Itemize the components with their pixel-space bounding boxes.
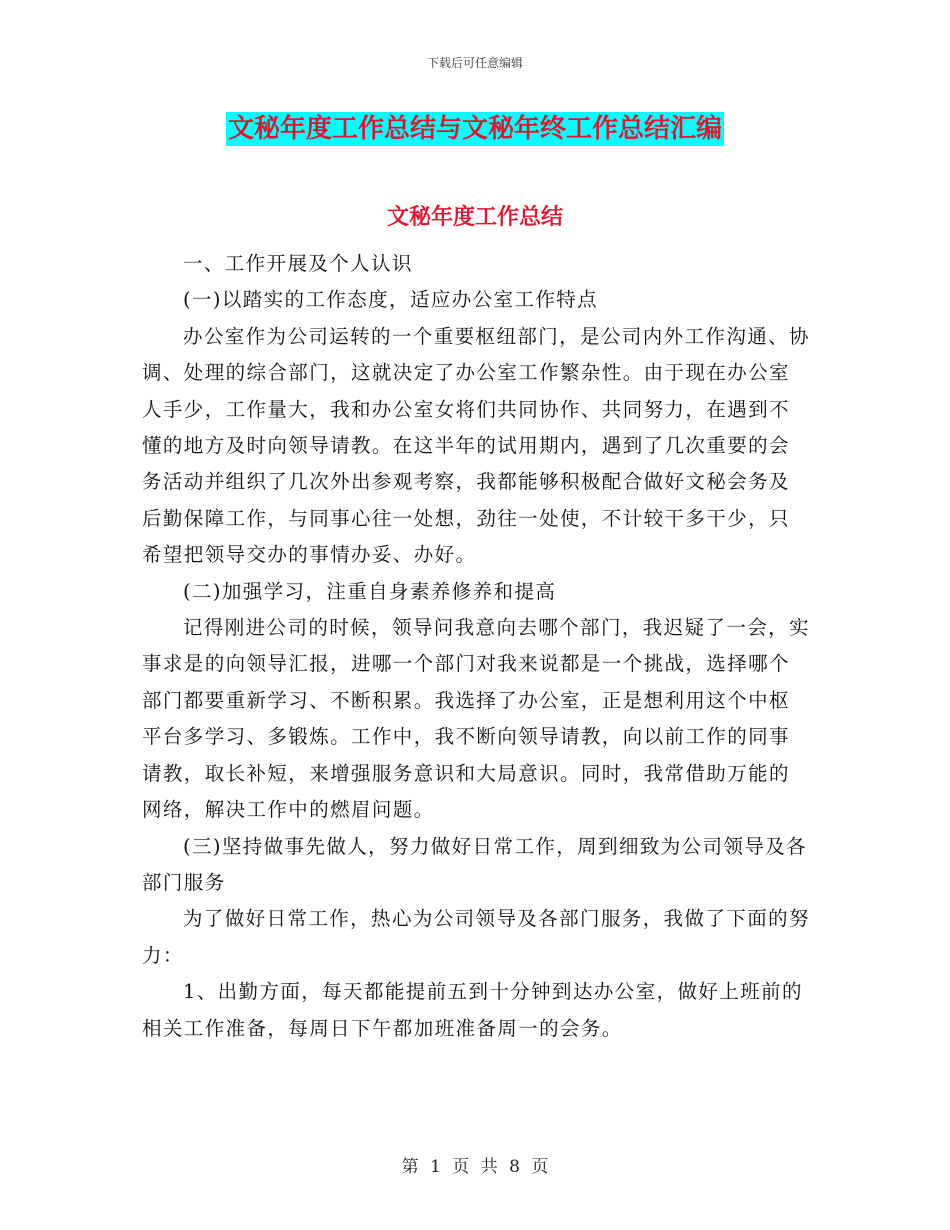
paragraph: 为了做好日常工作，热心为公司领导及各部门服务，我做了下面的努力： [142, 907, 810, 967]
heading-work-and-awareness: 一、工作开展及个人认识 [182, 252, 413, 275]
page-number-footer: 第 1 页 共 8 页 [401, 1157, 549, 1177]
section-title: 文秘年度工作总结 [386, 204, 563, 230]
paragraph: 1、出勤方面，每天都能提前五到十分钟到达办公室，做好上班前的相关工作准备，每周日下午都加班准备周一的会务。 [142, 980, 803, 1040]
paragraph: 记得刚进公司的时候，领导问我意向去哪个部门，我迟疑了一会，实事求是的向领导汇报，进哪一个部门对我来说都是一个挑战，选择哪个部门都要重新学习、不断积累。我选择了办公室，正是想利用这个中枢平台多学习、多锻炼。工作中，我不断向领导请教，向以前工作的同事请教，取长补短，来增强服务意识和大局意识。同时，我常借助万能的网络，解决工作中的燃眉问题。 [142, 616, 810, 822]
subheading-2: (二)加强学习，注重自身素养修养和提高 [182, 579, 557, 603]
document-body [142, 246, 810, 1047]
subheading-1: (一)以踏实的工作态度，适应办公室工作特点 [182, 288, 599, 312]
paragraph: 办公室作为公司运转的一个重要枢纽部门，是公司内外工作沟通、协调、处理的综合部门，这就决定了办公室工作繁杂性。由于现在办公室人手少，工作量大，我和办公室女将们共同协作、共同努力，在遇到不懂的地方及时向领导请教。在这半年的试用期内，遇到了几次重要的会务活动并组织了几次外出参观考察，我都能够积极配合做好文秘会务及后勤保障工作，与同事心往一处想，劲往一处使，不计较干多干少，只希望把领导交办的事情办妥、办好。 [142, 324, 810, 567]
document-title-container [0, 112, 950, 146]
document-title: 文秘年度工作总结与文秘年终工作总结汇编 [227, 114, 722, 144]
header-note: 下载后可任意编辑 [426, 56, 523, 70]
subheading-3: (三)坚持做事先做人，努力做好日常工作，周到细致为公司领导及各部门服务 [142, 834, 808, 894]
